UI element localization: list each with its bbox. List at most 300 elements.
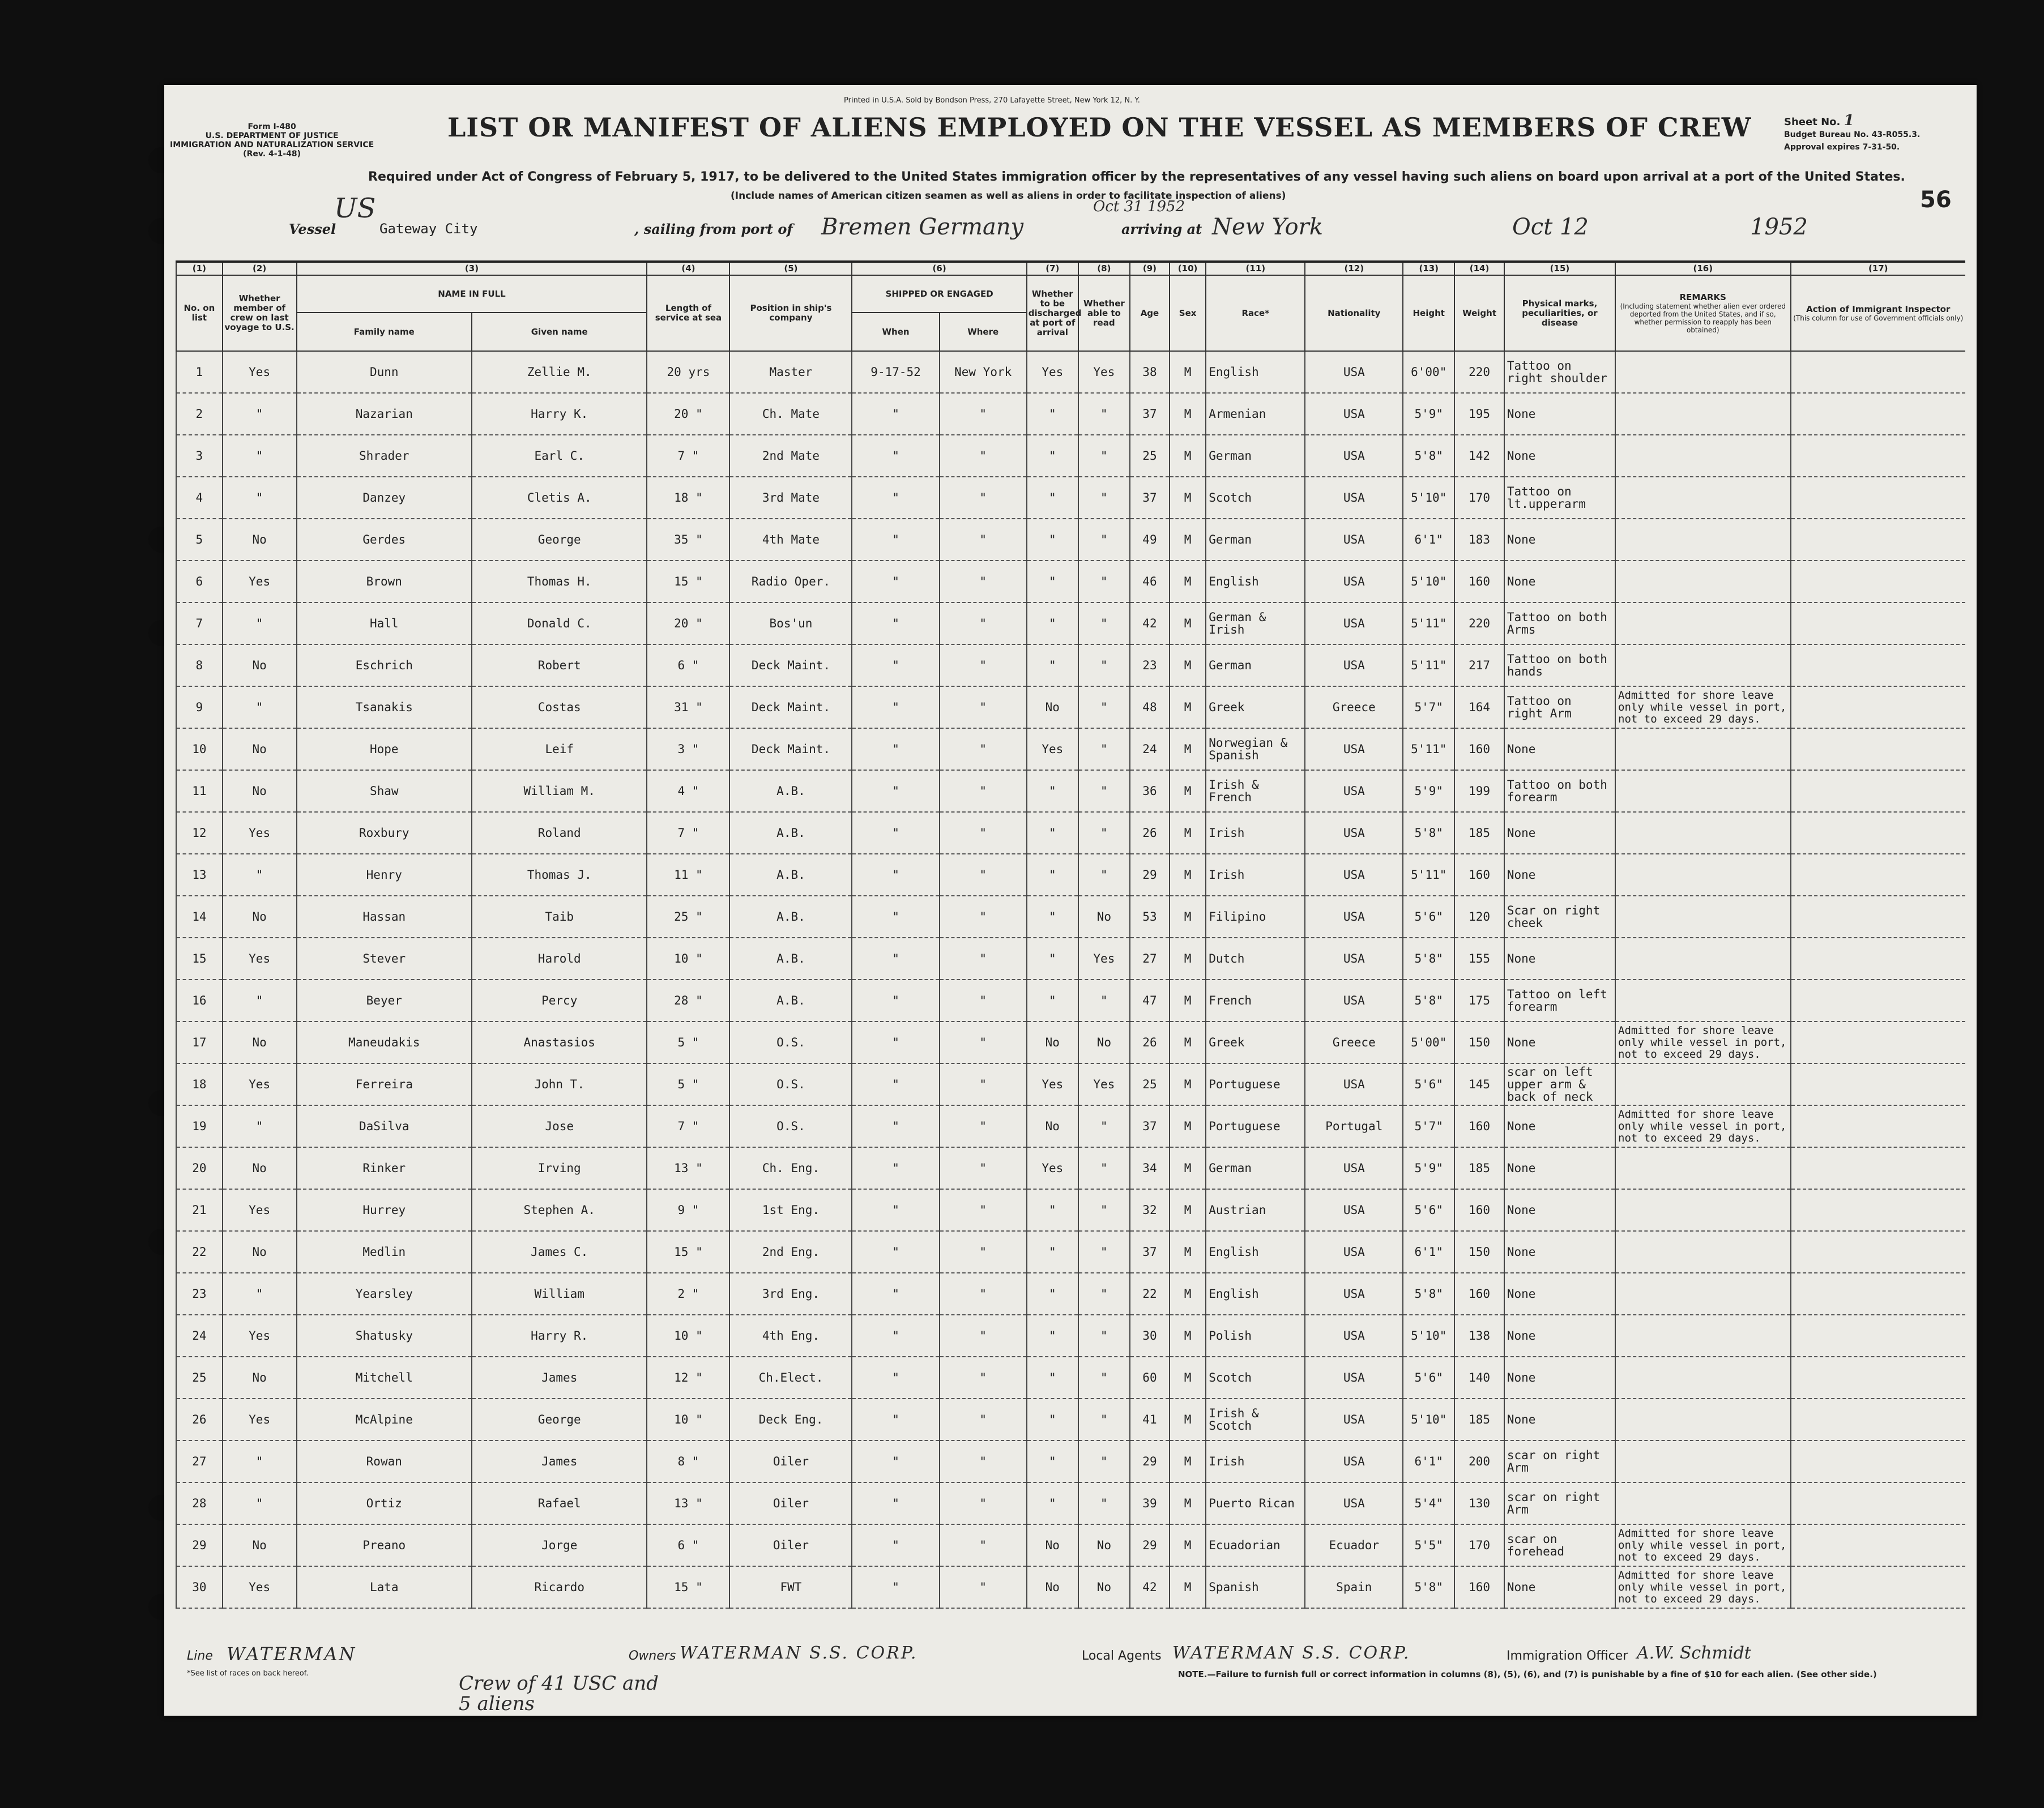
shipped-where: ": [940, 938, 1027, 980]
remarks: [1615, 896, 1790, 938]
height: 5'11": [1403, 854, 1454, 896]
age: 60: [1130, 1357, 1170, 1399]
agents-value: WATERMAN S.S. CORP.: [1172, 1643, 1411, 1663]
length-of-service: 13 ": [647, 1482, 729, 1524]
shipped-when: ": [852, 1147, 939, 1189]
physical-marks: scar on left upper arm & back of neck: [1504, 1063, 1615, 1105]
shipped-when: ": [852, 686, 939, 728]
remarks: [1615, 980, 1790, 1021]
revision: (Rev. 4-1-48): [243, 149, 301, 159]
table-row: [176, 393, 1965, 435]
shipped-when: ": [852, 812, 939, 854]
table-row: [176, 1524, 1965, 1566]
table-row: [176, 1021, 1965, 1063]
height: 6'1": [1403, 1231, 1454, 1273]
sex: M: [1170, 1189, 1206, 1231]
shipped-where: ": [940, 477, 1027, 519]
discharged: No: [1027, 1105, 1078, 1147]
race: Greek: [1206, 1021, 1305, 1063]
table-row: [176, 854, 1965, 896]
physical-marks: None: [1504, 854, 1615, 896]
sheet-info: [1784, 114, 1920, 153]
row-number: 5: [176, 519, 223, 561]
weight: 130: [1454, 1482, 1504, 1524]
height: 5'6": [1403, 1189, 1454, 1231]
position: O.S.: [729, 1105, 852, 1147]
nationality: USA: [1305, 938, 1403, 980]
remarks: Admitted for shore leave only while vessel in port, not to exceed 29 days.: [1615, 686, 1790, 728]
height: 5'10": [1403, 561, 1454, 602]
height: 5'7": [1403, 686, 1454, 728]
remarks: [1615, 770, 1790, 812]
position: A.B.: [729, 854, 852, 896]
given-name: Rafael: [472, 1482, 647, 1524]
row-number: 23: [176, 1273, 223, 1315]
vessel-label: Vessel: [289, 221, 336, 237]
table-row: [176, 435, 1965, 477]
shipped-when: ": [852, 1105, 939, 1147]
row-number: 27: [176, 1441, 223, 1482]
header-prev-crew: Whether member of crew on last voyage to U.S.: [223, 275, 297, 351]
inspector-action: [1791, 1147, 1965, 1189]
inspector-action: [1791, 644, 1965, 686]
physical-marks: None: [1504, 435, 1615, 477]
col-num: (3): [297, 262, 647, 275]
instruction-text: (Include names of American citizen seamen as well as aliens in order to facilitate inspection of aliens): [731, 190, 1286, 202]
prev-crew: Yes: [223, 1315, 297, 1357]
family-name: McAlpine: [297, 1399, 472, 1441]
discharged: Yes: [1027, 1063, 1078, 1105]
sex: M: [1170, 1231, 1206, 1273]
inspector-action: [1791, 980, 1965, 1021]
prev-crew: Yes: [223, 351, 297, 393]
table-row: [176, 980, 1965, 1021]
race: Polish: [1206, 1315, 1305, 1357]
race: Ecuadorian: [1206, 1524, 1305, 1566]
height: 5'9": [1403, 770, 1454, 812]
officer-value: A.W. Schmidt: [1637, 1643, 1751, 1663]
height: 5'9": [1403, 1147, 1454, 1189]
table-row: [176, 519, 1965, 561]
inspector-action: [1791, 1566, 1965, 1608]
table-row: [176, 1105, 1965, 1147]
height: 5'8": [1403, 1273, 1454, 1315]
table-row: [176, 1147, 1965, 1189]
prev-crew: Yes: [223, 938, 297, 980]
length-of-service: 11 ": [647, 854, 729, 896]
officer-label: Immigration Officer: [1507, 1649, 1628, 1663]
header-weight: Weight: [1454, 275, 1504, 351]
remarks-note: (Including statement whether alien ever ordered deported from the United States, and if so, whether permission to reapply has been obtained): [1620, 302, 1786, 334]
family-name: Beyer: [297, 980, 472, 1021]
remarks: [1615, 1273, 1790, 1315]
nationality: USA: [1305, 1273, 1403, 1315]
weight: 199: [1454, 770, 1504, 812]
prev-crew: ": [223, 435, 297, 477]
race: English: [1206, 561, 1305, 602]
able-to-read: Yes: [1078, 1063, 1130, 1105]
family-name: Dunn: [297, 351, 472, 393]
shipped-where: ": [940, 1399, 1027, 1441]
given-name: Taib: [472, 896, 647, 938]
weight: 160: [1454, 728, 1504, 770]
age: 37: [1130, 393, 1170, 435]
shipped-when: ": [852, 1063, 939, 1105]
remarks: [1615, 812, 1790, 854]
row-number: 4: [176, 477, 223, 519]
shipped-where: ": [940, 1441, 1027, 1482]
physical-marks: None: [1504, 1147, 1615, 1189]
discharged: ": [1027, 393, 1078, 435]
age: 42: [1130, 1566, 1170, 1608]
shipped-when: ": [852, 435, 939, 477]
page-title: LIST OR MANIFEST OF ALIENS EMPLOYED ON THE VESSEL AS MEMBERS OF CREW: [447, 112, 1752, 143]
nationality: USA: [1305, 1441, 1403, 1482]
able-to-read: ": [1078, 561, 1130, 602]
shipped-when: ": [852, 602, 939, 644]
weight: 160: [1454, 1566, 1504, 1608]
shipped-when: ": [852, 1021, 939, 1063]
shipped-where: ": [940, 1063, 1027, 1105]
remarks: [1615, 1147, 1790, 1189]
family-name: Danzey: [297, 477, 472, 519]
form-header: [170, 122, 374, 159]
table-row: [176, 1441, 1965, 1482]
nationality: Ecuador: [1305, 1524, 1403, 1566]
row-number: 26: [176, 1399, 223, 1441]
inspector-action: [1791, 770, 1965, 812]
discharged: ": [1027, 1399, 1078, 1441]
remarks: [1615, 854, 1790, 896]
position: Deck Maint.: [729, 686, 852, 728]
height: 6'1": [1403, 1441, 1454, 1482]
weight: 220: [1454, 602, 1504, 644]
race: Spanish: [1206, 1566, 1305, 1608]
header-name: NAME IN FULL: [297, 275, 647, 313]
remarks: [1615, 1231, 1790, 1273]
prev-crew: ": [223, 686, 297, 728]
able-to-read: No: [1078, 1524, 1130, 1566]
race: Puerto Rican: [1206, 1482, 1305, 1524]
given-name: Jorge: [472, 1524, 647, 1566]
discharged: Yes: [1027, 1147, 1078, 1189]
discharged: ": [1027, 1482, 1078, 1524]
weight: 175: [1454, 980, 1504, 1021]
family-name: Roxbury: [297, 812, 472, 854]
nationality: USA: [1305, 1189, 1403, 1231]
family-name: Tsanakis: [297, 686, 472, 728]
weight: 138: [1454, 1315, 1504, 1357]
given-name: Roland: [472, 812, 647, 854]
physical-marks: Tattoo on both Arms: [1504, 602, 1615, 644]
nationality: USA: [1305, 393, 1403, 435]
shipped-when: 9-17-52: [852, 351, 939, 393]
shipped-where: ": [940, 728, 1027, 770]
row-number: 6: [176, 561, 223, 602]
height: 5'6": [1403, 1063, 1454, 1105]
weight: 164: [1454, 686, 1504, 728]
remarks: [1615, 351, 1790, 393]
age: 34: [1130, 1147, 1170, 1189]
inspector-action: [1791, 686, 1965, 728]
shipped-when: ": [852, 938, 939, 980]
prev-crew: No: [223, 1147, 297, 1189]
race: French: [1206, 980, 1305, 1021]
col-num: (15): [1504, 262, 1615, 275]
position: Deck Maint.: [729, 728, 852, 770]
table-row: [176, 1399, 1965, 1441]
col-num: (4): [647, 262, 729, 275]
family-name: Rinker: [297, 1147, 472, 1189]
service: IMMIGRATION AND NATURALIZATION SERVICE: [170, 140, 374, 149]
position: Oiler: [729, 1524, 852, 1566]
position: 1st Eng.: [729, 1189, 852, 1231]
able-to-read: ": [1078, 854, 1130, 896]
col-num: (13): [1403, 262, 1454, 275]
age: 22: [1130, 1273, 1170, 1315]
remarks: [1615, 1315, 1790, 1357]
nationality: USA: [1305, 1063, 1403, 1105]
given-name: Thomas H.: [472, 561, 647, 602]
race: Irish: [1206, 854, 1305, 896]
shipped-where: ": [940, 1315, 1027, 1357]
discharged: ": [1027, 519, 1078, 561]
table-row: [176, 1273, 1965, 1315]
sex: M: [1170, 728, 1206, 770]
family-name: Preano: [297, 1524, 472, 1566]
length-of-service: 10 ": [647, 1315, 729, 1357]
length-of-service: 31 ": [647, 686, 729, 728]
age: 48: [1130, 686, 1170, 728]
prev-crew: Yes: [223, 812, 297, 854]
shipped-when: ": [852, 728, 939, 770]
crew-rows: [176, 351, 1965, 1608]
col-num: (16): [1615, 262, 1790, 275]
race: Filipino: [1206, 896, 1305, 938]
remarks: [1615, 561, 1790, 602]
able-to-read: ": [1078, 812, 1130, 854]
sheet-label: Sheet No.: [1784, 116, 1841, 128]
inspector-action: [1791, 602, 1965, 644]
physical-marks: Tattoo on right shoulder: [1504, 351, 1615, 393]
shipped-where: ": [940, 770, 1027, 812]
position: O.S.: [729, 1063, 852, 1105]
shipped-where: ": [940, 812, 1027, 854]
height: 5'11": [1403, 602, 1454, 644]
age: 30: [1130, 1315, 1170, 1357]
height: 5'10": [1403, 1315, 1454, 1357]
prev-crew: ": [223, 854, 297, 896]
nationality: USA: [1305, 435, 1403, 477]
race: Armenian: [1206, 393, 1305, 435]
inspector-action: [1791, 854, 1965, 896]
discharged: ": [1027, 938, 1078, 980]
discharged: ": [1027, 602, 1078, 644]
physical-marks: None: [1504, 1189, 1615, 1231]
row-number: 28: [176, 1482, 223, 1524]
height: 5'10": [1403, 477, 1454, 519]
sex: M: [1170, 770, 1206, 812]
family-name: Maneudakis: [297, 1021, 472, 1063]
header-read: Whether able to read: [1078, 275, 1130, 351]
weight: 150: [1454, 1231, 1504, 1273]
discharged: Yes: [1027, 351, 1078, 393]
length-of-service: 6 ": [647, 1524, 729, 1566]
able-to-read: ": [1078, 644, 1130, 686]
prev-crew: No: [223, 1524, 297, 1566]
given-name: William: [472, 1273, 647, 1315]
prev-crew: No: [223, 519, 297, 561]
shipped-where: ": [940, 1273, 1027, 1315]
physical-marks: None: [1504, 1273, 1615, 1315]
sex: M: [1170, 393, 1206, 435]
row-number: 13: [176, 854, 223, 896]
sex: M: [1170, 519, 1206, 561]
height: 5'00": [1403, 1021, 1454, 1063]
position: 3rd Mate: [729, 477, 852, 519]
sex: M: [1170, 1399, 1206, 1441]
discharged: No: [1027, 1021, 1078, 1063]
table-row: [176, 896, 1965, 938]
physical-marks: Tattoo on right Arm: [1504, 686, 1615, 728]
action-title: Action of Immigrant Inspector: [1806, 304, 1951, 314]
family-name: Yearsley: [297, 1273, 472, 1315]
arrival-year: 1952: [1750, 214, 1808, 240]
sheet-number: 1: [1844, 112, 1854, 129]
row-number: 2: [176, 393, 223, 435]
length-of-service: 18 ": [647, 477, 729, 519]
row-number: 18: [176, 1063, 223, 1105]
able-to-read: No: [1078, 896, 1130, 938]
able-to-read: ": [1078, 1399, 1130, 1441]
age: 49: [1130, 519, 1170, 561]
remarks: [1615, 602, 1790, 644]
age: 46: [1130, 561, 1170, 602]
race: German: [1206, 644, 1305, 686]
handwritten-note: Crew of 41 USC and 5 aliens: [459, 1672, 659, 1715]
position: 4th Mate: [729, 519, 852, 561]
shipped-where: ": [940, 1189, 1027, 1231]
family-name: Hall: [297, 602, 472, 644]
family-name: Eschrich: [297, 644, 472, 686]
age: 29: [1130, 1524, 1170, 1566]
arrival-port: New York: [1212, 214, 1323, 240]
weight: 185: [1454, 1399, 1504, 1441]
position: Ch. Eng.: [729, 1147, 852, 1189]
race: German: [1206, 435, 1305, 477]
physical-marks: Tattoo on lt.upperarm: [1504, 477, 1615, 519]
able-to-read: ": [1078, 1189, 1130, 1231]
sex: M: [1170, 812, 1206, 854]
race: Irish: [1206, 812, 1305, 854]
position: Ch.Elect.: [729, 1357, 852, 1399]
age: 42: [1130, 602, 1170, 644]
fine-note: NOTE.—Failure to furnish full or correct information in columns (8), (5), (6), and (7) is punishable by a fine of $10 for each alien. (See other side.): [1178, 1669, 1877, 1679]
nationality: USA: [1305, 854, 1403, 896]
race: English: [1206, 1273, 1305, 1315]
margin-mark: US: [334, 193, 376, 224]
discharged: ": [1027, 770, 1078, 812]
shipped-where: ": [940, 1566, 1027, 1608]
column-number-row: [176, 262, 1965, 275]
weight: 160: [1454, 1273, 1504, 1315]
sex: M: [1170, 1021, 1206, 1063]
sailing-label: , sailing from port of: [634, 221, 793, 237]
shipped-when: ": [852, 477, 939, 519]
height: 5'8": [1403, 980, 1454, 1021]
sex: M: [1170, 351, 1206, 393]
prev-crew: Yes: [223, 561, 297, 602]
remarks: Admitted for shore leave only while vessel in port, not to exceed 29 days.: [1615, 1524, 1790, 1566]
races-note: *See list of races on back hereof.: [187, 1669, 309, 1678]
row-number: 14: [176, 896, 223, 938]
length-of-service: 15 ": [647, 1566, 729, 1608]
physical-marks: None: [1504, 1399, 1615, 1441]
given-name: Ricardo: [472, 1566, 647, 1608]
height: 5'7": [1403, 1105, 1454, 1147]
sex: M: [1170, 1482, 1206, 1524]
prev-crew: No: [223, 1021, 297, 1063]
agents-label: Local Agents: [1082, 1649, 1162, 1663]
length-of-service: 13 ": [647, 1147, 729, 1189]
remarks: [1615, 1357, 1790, 1399]
age: 37: [1130, 1105, 1170, 1147]
prev-crew: No: [223, 1357, 297, 1399]
race: English: [1206, 351, 1305, 393]
race: German: [1206, 1147, 1305, 1189]
length-of-service: 9 ": [647, 1189, 729, 1231]
table-row: [176, 1566, 1965, 1608]
given-name: Jose: [472, 1105, 647, 1147]
discharged: ": [1027, 561, 1078, 602]
sex: M: [1170, 980, 1206, 1021]
given-name: James: [472, 1357, 647, 1399]
length-of-service: 10 ": [647, 938, 729, 980]
nationality: USA: [1305, 728, 1403, 770]
given-name: John T.: [472, 1063, 647, 1105]
position: A.B.: [729, 980, 852, 1021]
family-name: Hope: [297, 728, 472, 770]
given-name: George: [472, 519, 647, 561]
discharged: ": [1027, 477, 1078, 519]
physical-marks: None: [1504, 1105, 1615, 1147]
shipped-when: ": [852, 1566, 939, 1608]
inspector-action: [1791, 1231, 1965, 1273]
header-length: Length of service at sea: [647, 275, 729, 351]
weight: 160: [1454, 561, 1504, 602]
able-to-read: ": [1078, 602, 1130, 644]
crew-table: [176, 260, 1965, 1609]
shipped-when: ": [852, 1189, 939, 1231]
inspector-action: [1791, 435, 1965, 477]
family-name: Ortiz: [297, 1482, 472, 1524]
given-name: Harry R.: [472, 1315, 647, 1357]
weight: 185: [1454, 812, 1504, 854]
position: Ch. Mate: [729, 393, 852, 435]
prev-crew: Yes: [223, 1063, 297, 1105]
able-to-read: ": [1078, 1441, 1130, 1482]
able-to-read: ": [1078, 1231, 1130, 1273]
discharged: ": [1027, 854, 1078, 896]
table-row: [176, 561, 1965, 602]
prev-crew: ": [223, 1105, 297, 1147]
discharged: ": [1027, 644, 1078, 686]
table-row: [176, 1482, 1965, 1524]
able-to-read: ": [1078, 770, 1130, 812]
shipped-when: ": [852, 896, 939, 938]
age: 26: [1130, 812, 1170, 854]
given-name: Leif: [472, 728, 647, 770]
